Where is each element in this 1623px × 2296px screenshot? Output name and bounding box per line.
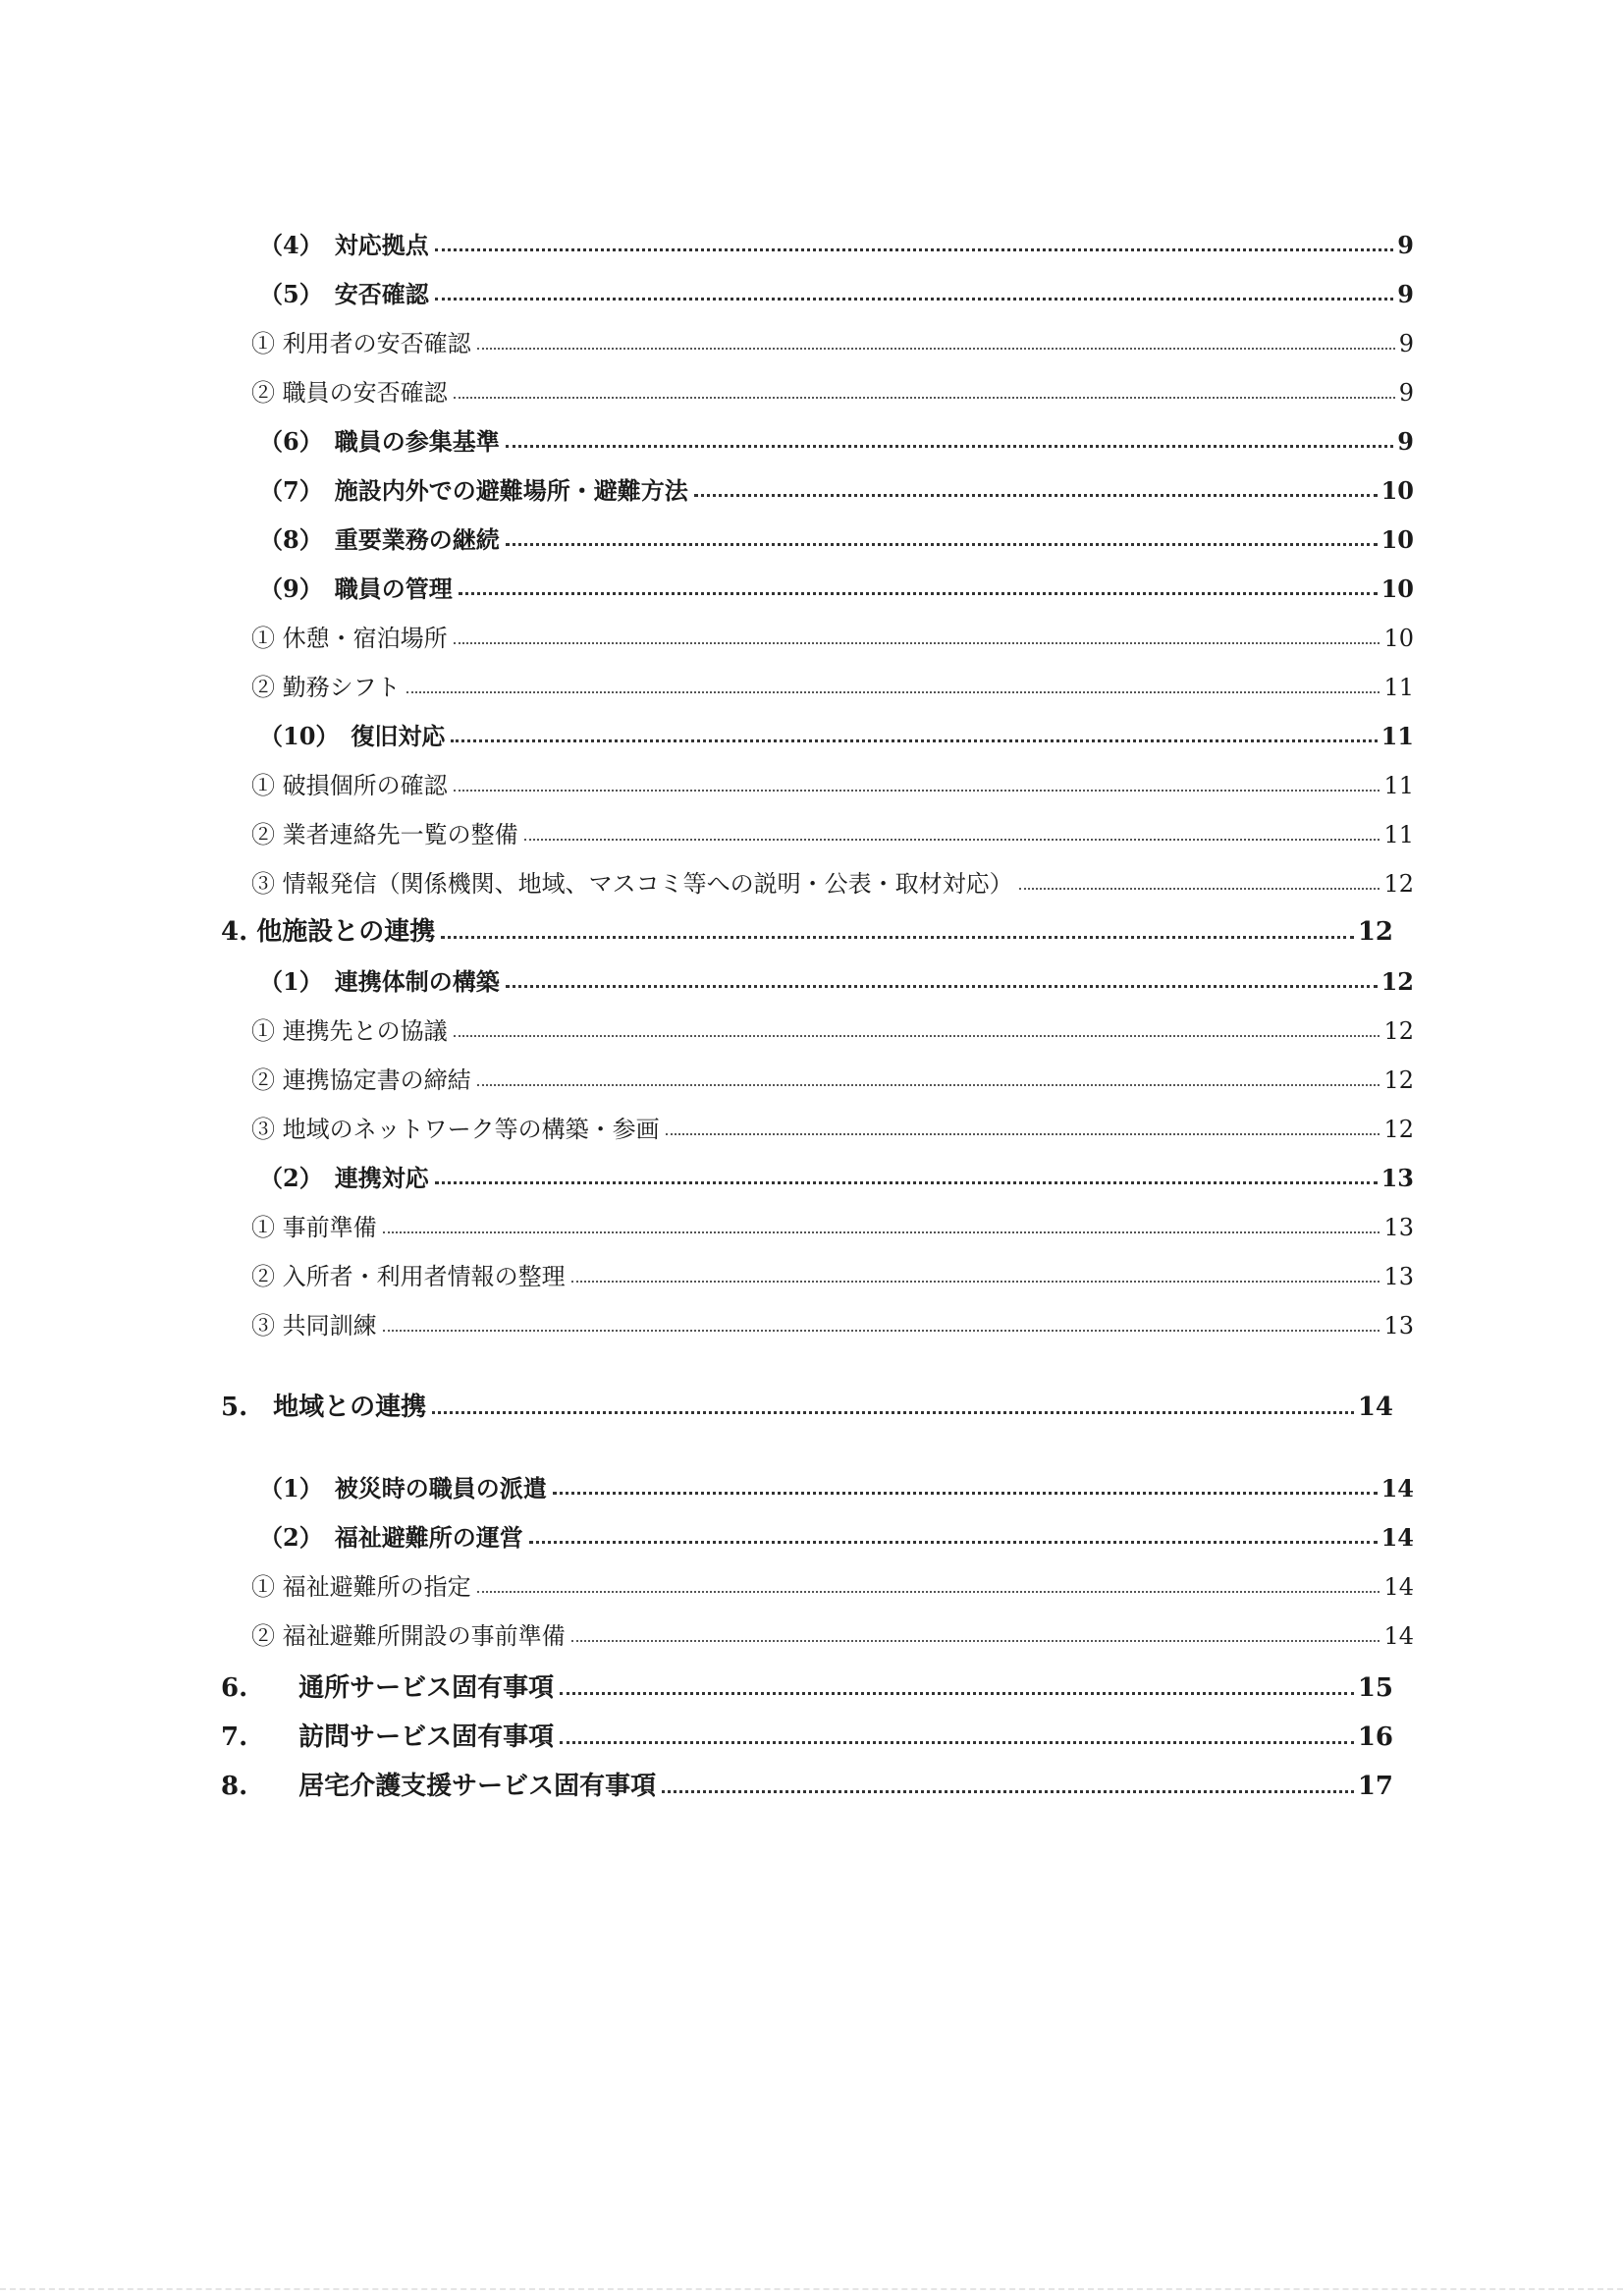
toc-entry-page: 14 — [1383, 1573, 1414, 1601]
dot-leader — [454, 1035, 1380, 1037]
toc-entry-label: ① 利用者の安否確認 — [251, 330, 471, 357]
toc-entry[interactable] — [251, 316, 1414, 355]
toc-entry-label: 6. 通所サービス固有事項 — [221, 1673, 555, 1703]
dot-leader — [441, 936, 1354, 939]
dot-leader — [506, 445, 1394, 448]
toc-entry[interactable] — [251, 1053, 1414, 1092]
toc-entry-label: ① 事前準備 — [251, 1214, 377, 1241]
dot-leader — [529, 1541, 1378, 1544]
toc-entry-page: 12 — [1383, 1017, 1414, 1045]
toc-entry[interactable] — [251, 856, 1414, 896]
toc-entry[interactable] — [259, 1151, 1414, 1190]
toc-entry[interactable] — [259, 414, 1414, 454]
dot-leader — [459, 592, 1378, 595]
toc-entry-label: ① 破損個所の確認 — [251, 772, 448, 799]
toc-entry[interactable] — [251, 660, 1414, 699]
toc-entry-label: ② 入所者・利用者情報の整理 — [251, 1263, 566, 1290]
toc-entry[interactable] — [259, 464, 1414, 503]
toc-entry-page: 11 — [1383, 821, 1414, 848]
toc-entry-label: （2） 連携対応 — [259, 1164, 429, 1192]
toc-entry-page: 12 — [1383, 1116, 1414, 1143]
toc-entry[interactable] — [251, 1102, 1414, 1141]
toc-entry[interactable] — [259, 513, 1414, 552]
toc-entry[interactable] — [251, 611, 1414, 650]
toc-entry-page: 9 — [1397, 231, 1414, 259]
dot-leader — [666, 1133, 1380, 1135]
toc-entry-page: 13 — [1380, 1164, 1414, 1192]
toc-entry-label: ② 職員の安否確認 — [251, 379, 448, 407]
toc-entry-label: （1） 連携体制の構築 — [259, 967, 500, 996]
toc-entry-label: （4） 対応拠点 — [259, 231, 429, 259]
toc-entry-page: 12 — [1357, 917, 1393, 947]
dot-leader — [477, 1084, 1380, 1086]
dot-leader — [432, 1411, 1354, 1414]
toc-entry-label: ① 休憩・宿泊場所 — [251, 625, 448, 652]
toc-entry-label: （5） 安否確認 — [259, 280, 429, 308]
dot-leader — [662, 1790, 1354, 1793]
toc-entry[interactable] — [259, 955, 1414, 994]
toc-entry[interactable] — [251, 1559, 1414, 1599]
toc-entry-page: 13 — [1383, 1214, 1414, 1241]
dot-leader — [477, 1591, 1380, 1593]
dot-leader — [454, 790, 1380, 792]
dot-leader — [454, 642, 1380, 644]
dot-leader — [524, 839, 1380, 841]
toc-entry[interactable] — [259, 562, 1414, 601]
toc-entry-label: ② 業者連絡先一覧の整備 — [251, 821, 518, 848]
toc-entry[interactable] — [259, 1510, 1414, 1550]
toc-entry-page: 11 — [1383, 674, 1414, 701]
toc-entry-label: ① 連携先との協議 — [251, 1017, 448, 1045]
toc-entry[interactable] — [251, 1249, 1414, 1288]
dot-leader — [694, 494, 1378, 497]
toc-entry-label: （9） 職員の管理 — [259, 574, 453, 603]
toc-entry-page: 10 — [1380, 525, 1414, 554]
dot-leader — [435, 298, 1394, 301]
dot-leader — [506, 985, 1378, 988]
toc-entry[interactable] — [259, 267, 1414, 306]
toc-entry-label: （2） 福祉避難所の運営 — [259, 1523, 523, 1552]
toc-entry-page: 11 — [1380, 722, 1414, 750]
toc-entry-label: ③ 共同訓練 — [251, 1312, 377, 1339]
toc-entry-page: 14 — [1357, 1393, 1393, 1422]
toc-entry[interactable] — [259, 1461, 1414, 1501]
toc-entry-page: 9 — [1397, 427, 1414, 456]
toc-entry-label: ③ 情報発信（関係機関、地域、マスコミ等への説明・公表・取材対応） — [251, 870, 1013, 898]
dot-leader — [435, 1181, 1378, 1184]
toc-entry-page: 10 — [1380, 574, 1414, 603]
toc-entry[interactable] — [251, 365, 1414, 405]
dot-leader — [454, 397, 1395, 399]
toc-entry[interactable] — [259, 709, 1414, 748]
toc-entry[interactable] — [259, 218, 1414, 257]
dot-leader — [571, 1640, 1380, 1642]
toc-entry[interactable] — [251, 807, 1414, 847]
toc-entry-label: （8） 重要業務の継続 — [259, 525, 500, 554]
toc-entry-page: 13 — [1383, 1263, 1414, 1290]
dot-leader — [571, 1281, 1380, 1283]
toc-entry-label: ② 連携協定書の締結 — [251, 1066, 471, 1094]
toc-entry[interactable] — [221, 1381, 1393, 1420]
toc-entry-page: 12 — [1383, 870, 1414, 898]
toc-entry-page: 9 — [1398, 330, 1414, 357]
dot-leader — [506, 543, 1378, 546]
toc-entry-page: 10 — [1383, 625, 1414, 652]
toc-entry-page: 12 — [1380, 967, 1414, 996]
dot-leader — [406, 691, 1380, 693]
dot-leader — [477, 348, 1395, 350]
dot-leader — [560, 1741, 1354, 1744]
toc-entry[interactable] — [251, 1200, 1414, 1239]
toc-entry[interactable] — [221, 905, 1393, 945]
dot-leader — [383, 1330, 1380, 1332]
toc-entry[interactable] — [251, 1004, 1414, 1043]
toc-entry-label: 8. 居宅介護支援サービス固有事項 — [221, 1772, 657, 1801]
scan-edge — [0, 2288, 1623, 2296]
toc-entry-page: 13 — [1383, 1312, 1414, 1339]
toc-entry[interactable] — [251, 758, 1414, 797]
dot-leader — [435, 248, 1394, 251]
toc-entry[interactable] — [221, 1760, 1393, 1799]
toc-entry-label: ② 勤務シフト — [251, 674, 401, 701]
toc-entry-label: ③ 地域のネットワーク等の構築・参画 — [251, 1116, 660, 1143]
toc-entry-label: ② 福祉避難所開設の事前準備 — [251, 1622, 566, 1650]
toc-entry[interactable] — [251, 1298, 1414, 1338]
toc-entry[interactable] — [221, 1711, 1393, 1750]
toc-entry-label: （6） 職員の参集基準 — [259, 427, 500, 456]
toc-entry-label: 7. 訪問サービス固有事項 — [221, 1722, 555, 1752]
toc-entry-page: 14 — [1383, 1622, 1414, 1650]
toc-entry-label: （7） 施設内外での避難場所・避難方法 — [259, 476, 688, 505]
toc-entry-label: ① 福祉避難所の指定 — [251, 1573, 471, 1601]
toc-entry-page: 11 — [1383, 772, 1414, 799]
dot-leader — [451, 739, 1377, 742]
toc-entry-page: 14 — [1380, 1523, 1414, 1552]
toc-entry-label: （1） 被災時の職員の派遣 — [259, 1474, 547, 1503]
toc-entry[interactable] — [251, 1609, 1414, 1648]
toc-entry-label: （10） 復旧対応 — [259, 722, 446, 750]
dot-leader — [553, 1492, 1378, 1495]
dot-leader — [383, 1231, 1380, 1233]
dot-leader — [560, 1692, 1354, 1695]
toc-entry-page: 14 — [1380, 1474, 1414, 1503]
toc-entry-page: 12 — [1383, 1066, 1414, 1094]
toc-entry-page: 10 — [1380, 476, 1414, 505]
toc-entry-page: 16 — [1357, 1722, 1393, 1752]
toc-entry-page: 15 — [1357, 1673, 1393, 1703]
toc-entry-page: 17 — [1357, 1772, 1393, 1801]
dot-leader — [1019, 888, 1380, 890]
toc-entry-label: 4. 他施設との連携 — [221, 917, 436, 947]
toc-entry-page: 9 — [1398, 379, 1414, 407]
toc-entry-label: 5. 地域との連携 — [221, 1393, 427, 1422]
toc-entry[interactable] — [221, 1662, 1393, 1701]
toc-entry-page: 9 — [1397, 280, 1414, 308]
